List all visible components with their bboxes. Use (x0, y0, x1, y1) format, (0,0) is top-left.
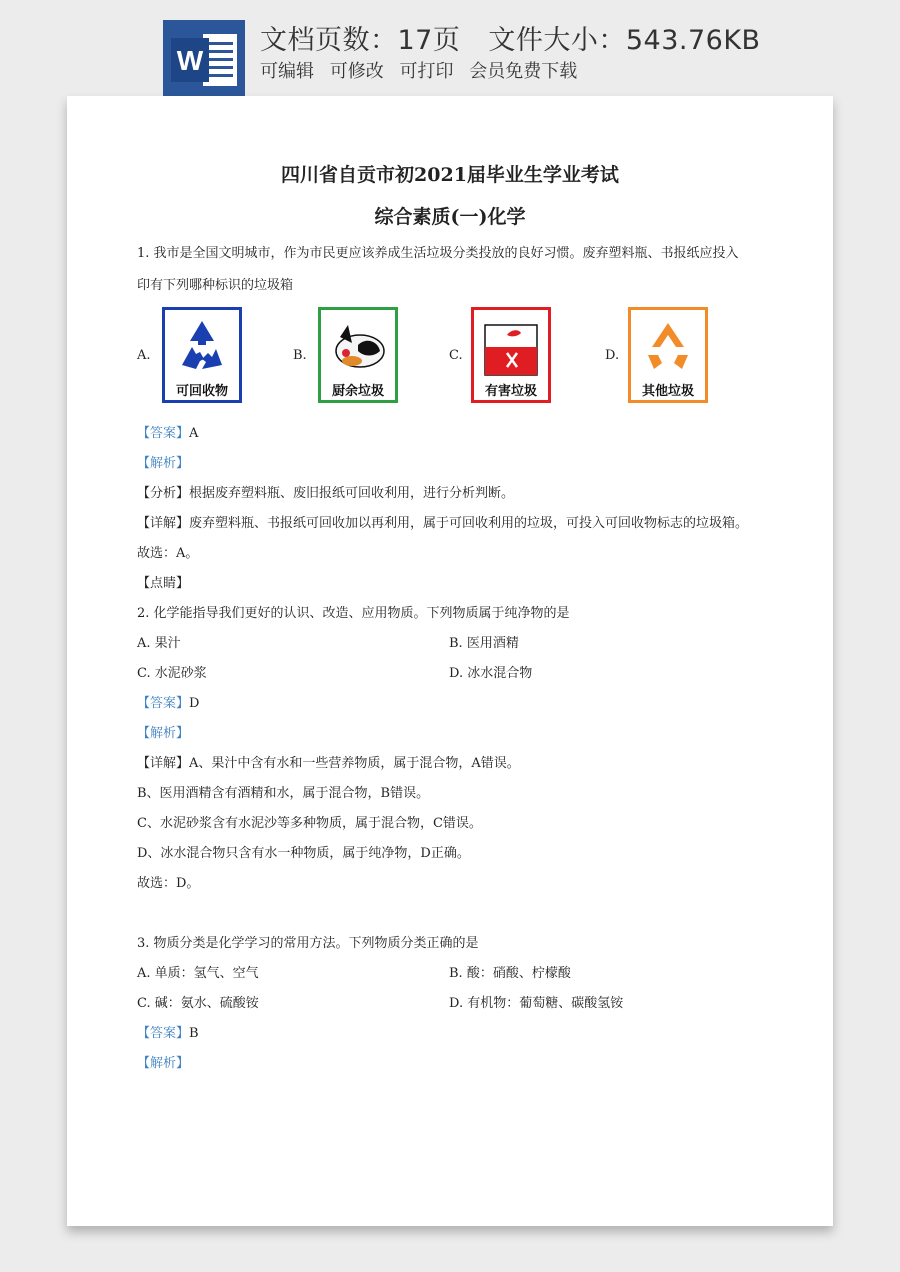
q1-text-line2: 印有下列哪种标识的垃圾箱 (137, 278, 294, 293)
q3-analysis-tag: 【解析】 (137, 1056, 190, 1071)
q2-text: 2. 化学能指导我们更好的认识、改造、应用物质。下列物质属于纯净物的是 (137, 606, 570, 621)
q1-text-line1: 1. 我市是全国文明城市，作为市民更应该养成生活垃圾分类投放的良好习惯。废弃塑料瓶、书报纸应投入 (137, 246, 739, 261)
q2-option-b: B. 医用酒精 (449, 636, 519, 651)
q1-detail: 【详解】废弃塑料瓶、书报纸可回收加以再利用，属于可回收利用的垃圾，可投入可回收物标志的垃圾箱。 (137, 516, 749, 531)
feature-printable: 可打印 (399, 61, 454, 82)
q1-option-a-label: A. (137, 348, 151, 363)
q3-option-a: A. 单质：氢气、空气 (137, 966, 259, 981)
file-size: 文件大小：543.76KB (488, 25, 761, 56)
q1-dianjing: 【点睛】 (137, 576, 190, 591)
svg-text:可回收物: 可回收物 (175, 384, 229, 399)
svg-text:厨余垃圾: 厨余垃圾 (331, 384, 385, 399)
hazardous-bin-icon (471, 307, 551, 403)
q2-detail-1: 【详解】A、果汁中含有水和一些营养物质，属于混合物，A错误。 (137, 756, 520, 771)
svg-text:有害垃圾: 有害垃圾 (484, 384, 538, 399)
q2-detail-3: C、水泥砂浆含有水泥沙等多种物质，属于混合物，C错误。 (137, 816, 482, 831)
word-document-icon (163, 20, 245, 98)
q2-option-d: D. 冰水混合物 (449, 666, 533, 681)
kitchen-waste-bin-icon (318, 307, 398, 403)
doc-subtitle: 综合素质(一)化学 (374, 206, 526, 228)
q3-option-c: C. 碱：氨水、硫酸铵 (137, 996, 259, 1011)
q1-option-d-label: D. (605, 348, 620, 363)
q3-answer: 【答案】B (137, 1026, 199, 1041)
q2-option-c: C. 水泥砂浆 (137, 666, 207, 681)
q2-answer: 【答案】D (137, 696, 200, 711)
svg-text:W: W (176, 45, 204, 76)
recyclable-bin-icon (162, 307, 242, 403)
q1-choose: 故选：A。 (137, 546, 199, 561)
feature-modifiable: 可修改 (329, 61, 384, 82)
q1-option-b-label: B. (293, 348, 307, 363)
q2-detail-2: B、医用酒精含有酒精和水，属于混合物，B错误。 (137, 786, 430, 801)
page-count: 文档页数：17页 (260, 25, 461, 56)
q1-answer: 【答案】A (137, 426, 199, 441)
other-waste-bin-icon (628, 307, 708, 403)
q1-fenxi: 【分析】根据废弃塑料瓶、废旧报纸可回收利用，进行分析判断。 (137, 486, 515, 501)
q1-option-c-label: C. (449, 348, 463, 363)
q2-analysis-tag: 【解析】 (137, 726, 190, 741)
q2-choose: 故选：D。 (137, 876, 200, 891)
download-banner (0, 0, 900, 100)
banner-title (260, 18, 761, 57)
q3-text: 3. 物质分类是化学学习的常用方法。下列物质分类正确的是 (137, 936, 479, 951)
q2-option-a: A. 果汁 (137, 636, 181, 651)
feature-list (260, 57, 587, 83)
q3-option-b: B. 酸：硝酸、柠檬酸 (449, 966, 571, 981)
feature-member-download: 会员免费下载 (469, 61, 578, 82)
svg-text:其他垃圾: 其他垃圾 (641, 384, 695, 399)
q2-detail-4: D、冰水混合物只含有水一种物质，属于纯净物，D正确。 (137, 846, 470, 861)
q3-option-d: D. 有机物：葡萄糖、碳酸氢铵 (449, 996, 624, 1011)
feature-editable: 可编辑 (260, 61, 314, 82)
q1-analysis-tag: 【解析】 (137, 456, 190, 471)
document-page (67, 96, 833, 1226)
doc-title: 四川省自贡市初2021届毕业生学业考试 (281, 164, 619, 186)
